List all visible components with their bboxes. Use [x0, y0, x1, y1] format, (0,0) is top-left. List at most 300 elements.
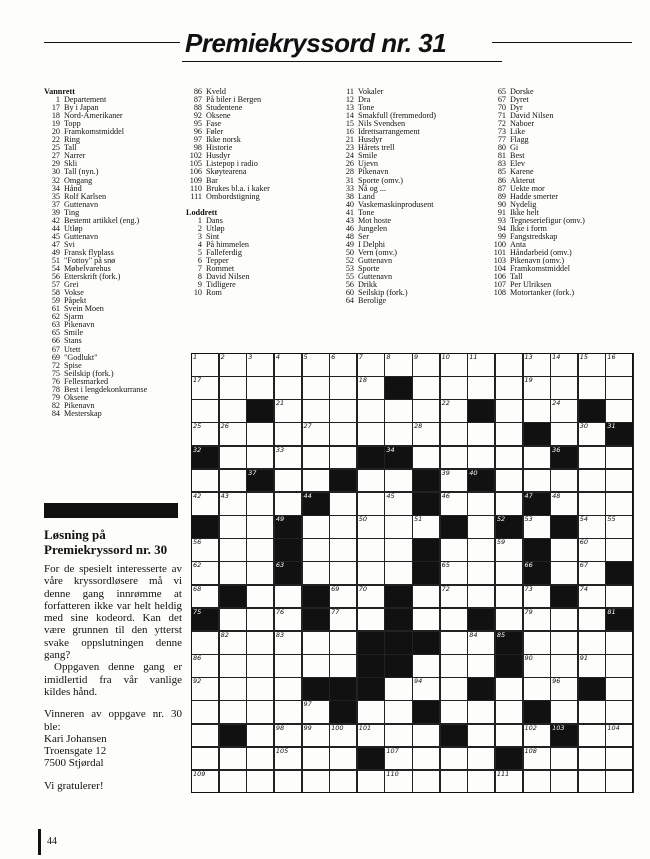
grid-cell[interactable]	[412, 376, 440, 400]
grid-cell[interactable]	[412, 353, 440, 377]
grid-cell[interactable]	[246, 608, 274, 632]
grid-cell[interactable]	[523, 747, 551, 771]
grid-cell[interactable]	[384, 700, 412, 724]
grid-cell[interactable]	[550, 422, 578, 446]
grid-cell[interactable]	[440, 469, 468, 493]
grid-cell[interactable]	[191, 747, 219, 771]
grid-cell[interactable]	[467, 422, 495, 446]
grid-cell[interactable]	[578, 515, 606, 539]
cell-number: 8	[386, 353, 391, 361]
grid-cell[interactable]	[219, 770, 247, 794]
grid-cell[interactable]	[495, 561, 523, 585]
grid-cell[interactable]	[440, 353, 468, 377]
grid-cell[interactable]	[550, 700, 578, 724]
clue-text: Pikenavn	[64, 400, 95, 410]
grid-cell[interactable]	[467, 654, 495, 678]
grid-cell[interactable]	[467, 724, 495, 748]
grid-cell[interactable]	[302, 515, 330, 539]
grid-cell[interactable]	[605, 631, 633, 655]
grid-cell[interactable]	[440, 561, 468, 585]
grid-cell[interactable]	[191, 353, 219, 377]
clue-text: Narrer	[64, 151, 86, 161]
grid-cell[interactable]	[357, 376, 385, 400]
grid-cell[interactable]	[246, 631, 274, 655]
across-heading: Vannrett	[44, 87, 75, 96]
grid-cell[interactable]	[412, 446, 440, 470]
grid-cell[interactable]	[412, 677, 440, 701]
grid-cell[interactable]	[523, 770, 551, 794]
grid-cell[interactable]	[523, 677, 551, 701]
grid-cell[interactable]	[191, 376, 219, 400]
grid-cell[interactable]	[495, 469, 523, 493]
grid-cell[interactable]	[523, 608, 551, 632]
clue-text: Hånd	[64, 183, 82, 193]
grid-cell[interactable]	[357, 492, 385, 516]
grid-cell[interactable]	[191, 561, 219, 585]
grid-cell[interactable]	[274, 608, 302, 632]
cell-number: 103	[552, 723, 565, 732]
grid-cell[interactable]	[384, 353, 412, 377]
grid-cell[interactable]	[578, 446, 606, 470]
cell-number: 30	[579, 422, 589, 431]
grid-cell[interactable]	[191, 770, 219, 794]
grid-cell[interactable]	[329, 747, 357, 771]
clue-number: 1	[55, 95, 60, 105]
grid-cell[interactable]	[191, 654, 219, 678]
grid-cell[interactable]	[329, 376, 357, 400]
clue-text: Mesterskap	[64, 408, 102, 418]
grid-cell[interactable]	[302, 446, 330, 470]
grid-cell[interactable]	[302, 399, 330, 423]
grid-cell[interactable]	[329, 631, 357, 655]
grid-cell[interactable]	[412, 747, 440, 771]
grid-cell[interactable]	[605, 515, 633, 539]
grid-cell[interactable]	[495, 376, 523, 400]
grid-cell[interactable]	[246, 353, 274, 377]
grid-cell[interactable]	[384, 770, 412, 794]
grid-cell[interactable]	[191, 422, 219, 446]
cell-number: 52	[496, 515, 506, 524]
grid-cell[interactable]	[191, 399, 219, 423]
grid-cell[interactable]	[384, 492, 412, 516]
grid-cell[interactable]	[578, 770, 606, 794]
grid-cell[interactable]	[523, 724, 551, 748]
grid-cell[interactable]	[219, 677, 247, 701]
clue-number: 15	[345, 119, 354, 129]
grid-cell[interactable]	[219, 538, 247, 562]
grid-cell-black	[357, 654, 385, 678]
grid-cell[interactable]	[523, 353, 551, 377]
cell-number: 45	[386, 491, 395, 500]
grid-cell[interactable]	[219, 376, 247, 400]
grid-cell[interactable]	[412, 770, 440, 794]
cell-number: 110	[386, 769, 399, 778]
grid-cell[interactable]	[357, 399, 385, 423]
grid-cell[interactable]	[605, 353, 633, 377]
cell-number: 4	[275, 353, 281, 361]
grid-cell[interactable]	[440, 492, 468, 516]
grid-cell[interactable]	[523, 631, 551, 655]
clue-text: Fangstredskap	[510, 231, 558, 241]
grid-cell[interactable]	[412, 585, 440, 609]
grid-cell[interactable]	[329, 585, 357, 609]
grid-cell[interactable]	[605, 700, 633, 724]
grid-cell[interactable]	[191, 492, 219, 516]
grid-cell[interactable]	[550, 353, 578, 377]
grid-cell[interactable]	[274, 700, 302, 724]
clue-number: 10	[193, 288, 202, 298]
grid-cell[interactable]	[495, 492, 523, 516]
grid-cell[interactable]	[274, 376, 302, 400]
grid-cell[interactable]	[219, 631, 247, 655]
grid-cell[interactable]	[523, 469, 551, 493]
grid-cell[interactable]	[550, 770, 578, 794]
clue-number: 91	[497, 207, 506, 217]
grid-cell[interactable]	[302, 724, 330, 748]
grid-cell[interactable]	[329, 492, 357, 516]
grid-cell[interactable]	[523, 446, 551, 470]
grid-cell[interactable]	[191, 700, 219, 724]
grid-cell[interactable]	[357, 585, 385, 609]
grid-cell[interactable]	[578, 469, 606, 493]
cell-number: 36	[552, 445, 561, 454]
clue-number: 105	[189, 159, 202, 169]
grid-cell[interactable]	[246, 677, 274, 701]
grid-cell[interactable]	[357, 422, 385, 446]
grid-cell[interactable]	[219, 515, 247, 539]
grid-cell[interactable]	[440, 770, 468, 794]
grid-cell[interactable]	[329, 654, 357, 678]
grid-cell[interactable]	[578, 700, 606, 724]
grid-cell[interactable]	[274, 724, 302, 748]
grid-cell[interactable]	[219, 422, 247, 446]
grid-cell[interactable]	[357, 515, 385, 539]
cell-number: 43	[220, 491, 229, 500]
grid-cell[interactable]	[274, 353, 302, 377]
grid-cell[interactable]	[412, 608, 440, 632]
grid-cell[interactable]	[219, 469, 247, 493]
grid-cell[interactable]	[246, 515, 274, 539]
grid-cell[interactable]	[191, 585, 219, 609]
grid-cell[interactable]	[246, 700, 274, 724]
clue-number: 48	[345, 231, 354, 241]
grid-cell[interactable]	[495, 353, 523, 377]
grid-cell[interactable]	[357, 700, 385, 724]
grid-cell[interactable]	[384, 422, 412, 446]
grid-cell[interactable]	[246, 446, 274, 470]
grid-cell[interactable]	[605, 654, 633, 678]
grid-cell[interactable]	[274, 399, 302, 423]
grid-cell[interactable]	[467, 585, 495, 609]
cell-number: 92	[193, 677, 202, 686]
clue-number: 100	[493, 239, 506, 249]
header-rule-right	[492, 42, 632, 43]
cell-number: 56	[193, 538, 202, 547]
grid-cell-black	[495, 515, 523, 539]
grid-cell[interactable]	[605, 538, 633, 562]
grid-cell[interactable]	[329, 399, 357, 423]
grid-cell[interactable]	[495, 770, 523, 794]
grid-cell[interactable]	[605, 399, 633, 423]
grid-cell[interactable]	[384, 515, 412, 539]
grid-cell[interactable]	[384, 747, 412, 771]
grid-cell[interactable]	[219, 608, 247, 632]
grid-cell[interactable]	[246, 422, 274, 446]
grid-cell[interactable]	[550, 492, 578, 516]
cell-number: 15	[579, 353, 589, 361]
grid-cell[interactable]	[219, 353, 247, 377]
grid-cell[interactable]	[467, 631, 495, 655]
grid-cell[interactable]	[384, 538, 412, 562]
grid-cell[interactable]	[246, 747, 274, 771]
grid-cell[interactable]	[191, 677, 219, 701]
grid-cell[interactable]	[550, 399, 578, 423]
clue-text: Sporte (omv.)	[358, 175, 403, 185]
grid-cell[interactable]	[495, 446, 523, 470]
grid-cell[interactable]	[274, 492, 302, 516]
grid-cell[interactable]	[357, 770, 385, 794]
grid-cell[interactable]	[274, 469, 302, 493]
grid-cell[interactable]	[384, 561, 412, 585]
grid-cell[interactable]	[578, 747, 606, 771]
grid-cell[interactable]	[495, 677, 523, 701]
grid-cell[interactable]	[246, 654, 274, 678]
grid-cell[interactable]	[329, 353, 357, 377]
grid-cell[interactable]	[412, 654, 440, 678]
grid-cell[interactable]	[274, 631, 302, 655]
grid-cell[interactable]	[329, 446, 357, 470]
grid-cell[interactable]	[495, 700, 523, 724]
grid-cell[interactable]	[357, 608, 385, 632]
grid-cell[interactable]	[467, 561, 495, 585]
clue-number: 30	[51, 167, 60, 177]
grid-cell[interactable]	[357, 561, 385, 585]
cell-number: 6	[331, 353, 336, 361]
grid-cell[interactable]	[467, 538, 495, 562]
grid-cell[interactable]	[440, 608, 468, 632]
grid-cell[interactable]	[550, 561, 578, 585]
grid-cell[interactable]	[440, 376, 468, 400]
grid-cell[interactable]	[302, 631, 330, 655]
cell-number: 74	[579, 584, 589, 593]
grid-cell[interactable]	[578, 492, 606, 516]
grid-cell[interactable]	[357, 469, 385, 493]
grid-cell[interactable]	[219, 561, 247, 585]
grid-cell[interactable]	[550, 608, 578, 632]
clue-text: Akterut	[510, 175, 536, 185]
clue-text: Karene	[510, 167, 534, 177]
grid-cell[interactable]	[412, 422, 440, 446]
grid-cell[interactable]	[440, 700, 468, 724]
clue-text: Dorske	[510, 87, 534, 96]
grid-cell[interactable]	[191, 469, 219, 493]
grid-cell[interactable]	[329, 608, 357, 632]
grid-cell[interactable]	[550, 677, 578, 701]
grid-cell[interactable]	[329, 770, 357, 794]
grid-cell[interactable]	[219, 492, 247, 516]
clue-text: Dans	[206, 215, 223, 225]
grid-cell[interactable]	[440, 585, 468, 609]
grid-cell[interactable]	[357, 724, 385, 748]
grid-cell[interactable]	[357, 538, 385, 562]
grid-cell[interactable]	[495, 538, 523, 562]
grid-cell[interactable]	[578, 376, 606, 400]
grid-cell[interactable]	[578, 353, 606, 377]
grid-cell[interactable]	[467, 446, 495, 470]
grid-cell[interactable]	[246, 585, 274, 609]
grid-cell[interactable]	[440, 747, 468, 771]
grid-cell[interactable]	[523, 585, 551, 609]
grid-cell-black	[357, 631, 385, 655]
grid-cell[interactable]	[467, 747, 495, 771]
grid-cell[interactable]	[440, 677, 468, 701]
cell-number: 19	[524, 376, 533, 385]
grid-cell[interactable]	[191, 724, 219, 748]
grid-cell[interactable]	[578, 422, 606, 446]
grid-cell[interactable]	[550, 747, 578, 771]
grid-cell[interactable]	[384, 677, 412, 701]
grid-cell[interactable]	[467, 515, 495, 539]
across-clues-1	[44, 88, 147, 418]
grid-cell[interactable]	[302, 353, 330, 377]
grid-cell[interactable]	[412, 724, 440, 748]
grid-cell[interactable]	[384, 399, 412, 423]
grid-cell[interactable]	[191, 631, 219, 655]
grid-cell[interactable]	[605, 770, 633, 794]
grid-cell[interactable]	[246, 724, 274, 748]
grid-cell[interactable]	[219, 446, 247, 470]
grid-cell[interactable]	[605, 492, 633, 516]
grid-cell[interactable]	[329, 561, 357, 585]
grid-cell[interactable]	[523, 515, 551, 539]
grid-cell[interactable]	[440, 446, 468, 470]
grid-cell[interactable]	[440, 538, 468, 562]
grid-cell[interactable]	[329, 724, 357, 748]
grid-cell[interactable]	[605, 585, 633, 609]
clue-text: Framkomstmiddel	[64, 127, 125, 137]
grid-cell[interactable]	[302, 561, 330, 585]
grid-cell[interactable]	[578, 654, 606, 678]
grid-cell[interactable]	[605, 446, 633, 470]
grid-cell[interactable]	[467, 700, 495, 724]
grid-cell-black	[384, 654, 412, 678]
grid-cell[interactable]	[550, 469, 578, 493]
grid-cell[interactable]	[302, 654, 330, 678]
grid-cell[interactable]	[605, 469, 633, 493]
grid-cell[interactable]	[467, 353, 495, 377]
grid-cell[interactable]	[329, 538, 357, 562]
grid-cell[interactable]	[246, 376, 274, 400]
grid-cell[interactable]	[523, 376, 551, 400]
grid-cell[interactable]	[495, 585, 523, 609]
grid-cell[interactable]	[523, 654, 551, 678]
grid-cell[interactable]	[412, 515, 440, 539]
grid-cell[interactable]	[467, 492, 495, 516]
clue-number: 102	[189, 151, 202, 161]
grid-cell[interactable]	[274, 422, 302, 446]
grid-cell[interactable]	[274, 770, 302, 794]
clue-number: 52	[345, 255, 354, 265]
grid-cell[interactable]	[191, 538, 219, 562]
grid-cell[interactable]	[578, 561, 606, 585]
grid-cell[interactable]	[246, 492, 274, 516]
clue-number: 13	[345, 103, 354, 113]
grid-cell[interactable]	[467, 376, 495, 400]
grid-cell[interactable]	[550, 538, 578, 562]
grid-cell[interactable]	[550, 654, 578, 678]
grid-cell[interactable]	[246, 538, 274, 562]
grid-cell[interactable]	[219, 399, 247, 423]
grid-cell[interactable]	[274, 585, 302, 609]
grid-cell[interactable]	[246, 561, 274, 585]
grid-cell[interactable]	[523, 399, 551, 423]
grid-cell[interactable]	[329, 515, 357, 539]
grid-cell[interactable]	[440, 654, 468, 678]
grid-cell[interactable]	[495, 724, 523, 748]
grid-cell[interactable]	[274, 747, 302, 771]
grid-cell[interactable]	[246, 770, 274, 794]
grid-cell-black	[412, 561, 440, 585]
grid-cell[interactable]	[219, 747, 247, 771]
grid-cell[interactable]	[384, 469, 412, 493]
grid-cell[interactable]	[219, 700, 247, 724]
grid-cell[interactable]	[302, 469, 330, 493]
grid-cell[interactable]	[578, 631, 606, 655]
grid-cell[interactable]	[605, 747, 633, 771]
grid-cell[interactable]	[605, 724, 633, 748]
clue-number: 19	[51, 119, 60, 129]
grid-cell[interactable]	[302, 770, 330, 794]
grid-cell[interactable]	[605, 376, 633, 400]
grid-cell[interactable]	[440, 399, 468, 423]
grid-cell[interactable]	[384, 724, 412, 748]
grid-cell-black	[440, 515, 468, 539]
grid-cell[interactable]	[605, 677, 633, 701]
clue-number: 82	[51, 400, 60, 410]
grid-cell[interactable]	[302, 538, 330, 562]
grid-cell[interactable]	[440, 422, 468, 446]
grid-cell[interactable]	[274, 446, 302, 470]
grid-cell[interactable]	[550, 376, 578, 400]
grid-cell[interactable]	[550, 631, 578, 655]
grid-cell[interactable]	[578, 585, 606, 609]
grid-cell[interactable]	[219, 654, 247, 678]
grid-cell[interactable]	[440, 631, 468, 655]
grid-cell[interactable]	[495, 422, 523, 446]
clue-number: 107	[493, 280, 506, 290]
grid-cell[interactable]	[578, 538, 606, 562]
clue-text: Tall	[510, 272, 523, 282]
grid-cell[interactable]	[467, 770, 495, 794]
grid-cell[interactable]	[274, 677, 302, 701]
grid-cell[interactable]	[495, 608, 523, 632]
closing-text: Vi gratulerer!	[44, 779, 104, 792]
grid-cell[interactable]	[302, 700, 330, 724]
grid-cell[interactable]	[302, 422, 330, 446]
clue-text: Brukes bl.a. i kaker	[206, 183, 270, 193]
grid-cell[interactable]	[412, 399, 440, 423]
cell-number: 96	[552, 677, 561, 686]
grid-cell[interactable]	[578, 608, 606, 632]
grid-cell[interactable]	[302, 747, 330, 771]
grid-cell[interactable]	[274, 654, 302, 678]
grid-cell[interactable]	[578, 724, 606, 748]
cell-number: 7	[358, 353, 363, 361]
grid-cell[interactable]	[329, 422, 357, 446]
grid-cell[interactable]	[302, 376, 330, 400]
grid-cell[interactable]	[495, 399, 523, 423]
grid-cell[interactable]	[357, 353, 385, 377]
